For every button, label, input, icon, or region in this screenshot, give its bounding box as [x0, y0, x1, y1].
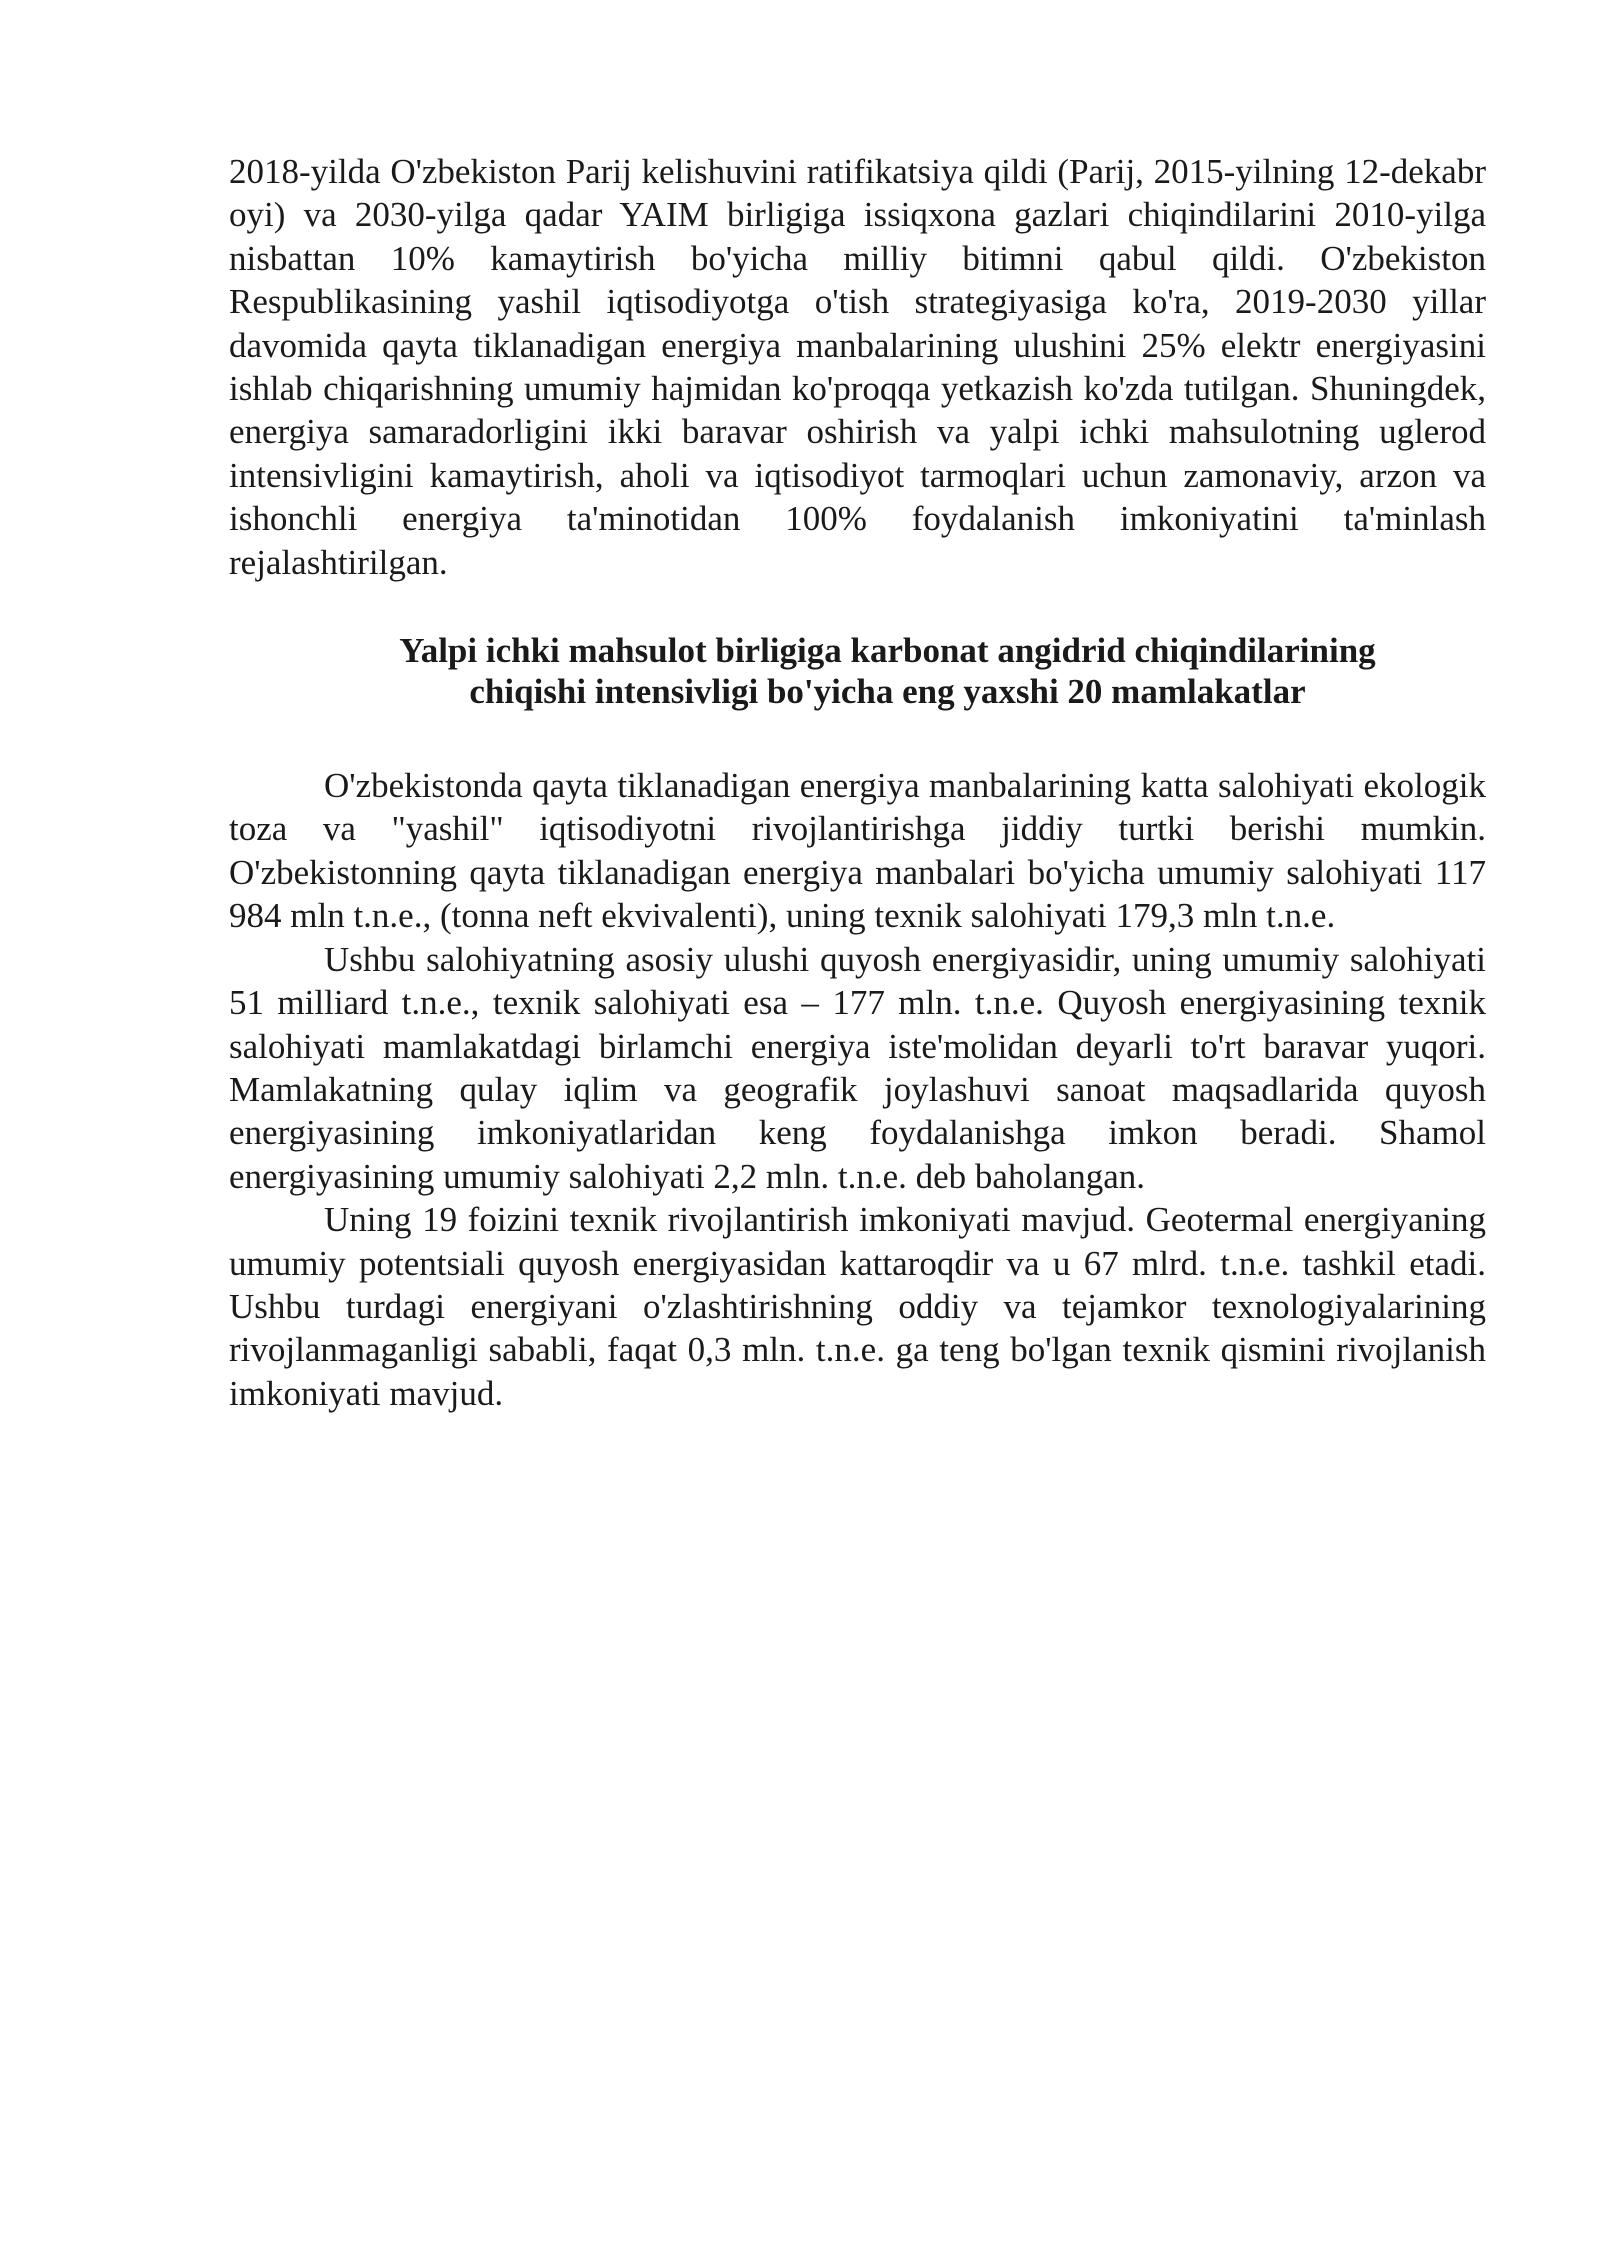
- paragraph-geothermal-energy: Uning 19 foizini texnik rivojlantirish imkoniyati mavjud. Geotermal energiyaning umumiy potentsiali quyosh energiyasidan kattaroqdir va u 67 mlrd. t.n.e. tashkil etadi. Ushbu turdagi energiyani o'zlashtirishning oddiy va tejamkor texnologiyalarining rivojlanmaganligi sababli, faqat 0,3 mln. t.n.e. ga teng bo'lgan texnik qismini rivojlanish imkoniyati mavjud.: [229, 1200, 1486, 1413]
- paragraph-solar-energy: Ushbu salohiyatning asosiy ulushi quyosh energiyasidir, uning umumiy salohiyati 51 milliard t.n.e., texnik salohiyati esa – 177 mln. t.n.e. Quyosh energiyasining texnik salohiyati mamlakatdagi birlamchi energiya iste'molidan deyarli to'rt baravar yuqori. Mamlakatning qulay iqlim va geografik joylashuvi sanoat maqsadlarida quyosh energiyasining imkoniyatlaridan keng foydalanishga imkon beradi. Shamol energiyasining umumiy salohiyati 2,2 mln. t.n.e. deb baholangan.: [229, 939, 1486, 1196]
- section-heading: [229, 630, 1486, 712]
- intro-paragraph: 2018-yilda O'zbekiston Parij kelishuvini ratifikatsiya qildi (Parij, 2015-yilning 12-dekabr oyi) va 2030-yilga qadar YAIM birligiga issiqxona gazlari chiqindilarini 2010-yilga nisbattan 10% kamaytirish bo'yicha milliy bitimni qabul qildi. O'zbekiston Respublikasining yashil iqtisodiyotga o'tish strategiyasiga ko'ra, 2019-2030 yillar davomida qayta tiklanadigan energiya manbalarining ulushini 25% elektr energiyasini ishlab chiqarishning umumiy hajmidan ko'proqqa yetkazish ko'zda tutilgan. Shuningdek, energiya samaradorligini ikki baravar oshirish va yalpi ichki mahsulotning uglerod intensivligini kamaytirish, aholi va iqtisodiyot tarmoqlari uchun zamonaviy, arzon va ishonchli energiya ta'minotidan 100% foydalanish imkoniyatini ta'minlash rejalashtirilgan.: [229, 152, 1486, 582]
- section-heading-line-1: Yalpi ichki mahsulot birligiga karbonat angidrid chiqindilarining: [399, 631, 1376, 671]
- paragraph-renewable-potential: O'zbekistonda qayta tiklanadigan energiya manbalarining katta salohiyati ekologik toza va "yashil" iqtisodiyotni rivojlantirishga jiddiy turtki berishi mumkin. O'zbekistonning qayta tiklanadigan energiya manbalari bo'yicha umumiy salohiyati 117 984 mln t.n.e., (tonna neft ekvivalenti), uning texnik salohiyati 179,3 mln t.n.e.: [229, 766, 1486, 936]
- document-body: [229, 150, 1486, 1415]
- section-heading-line-2: chiqishi intensivligi bo'yicha eng yaxshi 20 mamlakatlar: [469, 672, 1306, 712]
